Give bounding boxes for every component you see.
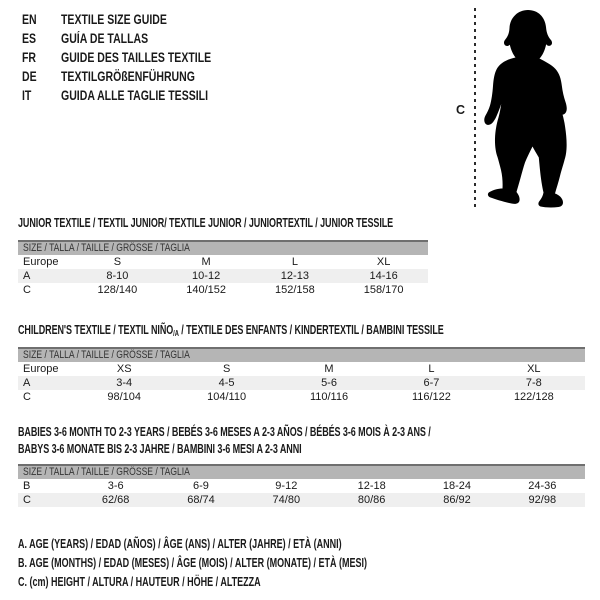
table-cell: 68/74: [187, 494, 215, 506]
table-row: [18, 362, 585, 376]
table-cell: 24-36: [528, 480, 557, 492]
table-row: [18, 255, 428, 269]
table-cell: 12-13: [280, 270, 309, 282]
size-header-bar: SIZE / TALLA / TAILLE / GRÖSSE / TAGLIA: [18, 464, 585, 479]
table-cell: XS: [116, 363, 132, 375]
row-label: A: [23, 377, 31, 389]
lang-title: GUÍA DE TALLAS: [61, 31, 149, 46]
height-measure-label: C: [456, 103, 466, 117]
table-cell: 8-10: [106, 270, 129, 282]
lang-title: GUIDA ALLE TAGLIE TESSILI: [61, 88, 209, 103]
table-cell: 6-9: [193, 480, 209, 492]
nino-a-subscript: /A: [173, 329, 179, 338]
toddler-silhouette-icon: [482, 8, 572, 212]
table-cell: 104/110: [207, 391, 247, 403]
table-row: [18, 493, 585, 507]
table-row: [18, 269, 428, 283]
lang-code: FR: [22, 50, 37, 65]
table-cell: 158/170: [363, 284, 404, 296]
table-cell: M: [324, 363, 334, 375]
table-cell: 9-12: [275, 480, 298, 492]
lang-line-fr: [22, 48, 265, 67]
table-cell: 3-6: [107, 480, 124, 492]
table-cell: 3-4: [116, 377, 133, 389]
row-label: C: [23, 391, 31, 403]
junior-section-title: JUNIOR TEXTILE / TEXTIL JUNIOR/ TEXTILE JUNIOR / JUNIORTEXTIL / JUNIOR TESSILE: [18, 216, 394, 230]
lang-line-en: [22, 10, 265, 29]
table-cell: 10-12: [192, 270, 221, 282]
junior-size-table: [18, 240, 428, 297]
table-cell: 122/128: [513, 391, 554, 403]
table-cell: 7-8: [525, 377, 542, 389]
babies-size-table: [18, 464, 585, 507]
lang-code: DE: [22, 69, 37, 84]
row-label: B: [23, 480, 31, 492]
language-title-list: [22, 10, 265, 105]
height-dotted-line: [474, 8, 476, 210]
row-label: C: [23, 494, 31, 506]
table-cell: 116/122: [411, 391, 451, 403]
table-cell: S: [222, 363, 231, 375]
lang-line-de: [22, 67, 265, 86]
table-cell: XL: [376, 256, 391, 268]
legend-line-a: A. AGE (YEARS) / EDAD (AÑOS) / ÂGE (ANS) / ALTER (JAHRE) / ETÀ (ANNI): [18, 537, 342, 551]
size-header-bar: SIZE / TALLA / TAILLE / GRÖSSE / TAGLIA: [18, 347, 585, 362]
babies-section-title: BABIES 3-6 MONTH TO 2-3 YEARS / BEBÉS 3-6 MESES A 2-3 AÑOS / BÉBÉS 3-6 MOIS À 2-3 ANS / BABYS 3-6 MONATE BIS 2-3 JAHRE / BAMBINI 3-6 MESI A 2-3 ANNI: [18, 425, 431, 456]
measure-legend: [18, 535, 503, 592]
lang-code: IT: [22, 88, 32, 103]
table-cell: 98/104: [107, 391, 142, 403]
lang-title: GUIDE DES TAILLES TEXTILE: [61, 50, 212, 65]
legend-line-b: B. AGE (MONTHS) / EDAD (MESES) / ÂGE (MOIS) / ALTER (MONATE) / ETÀ (MESI): [18, 556, 367, 570]
row-label: Europe: [23, 363, 59, 375]
table-row: [18, 376, 585, 390]
lang-line-it: [22, 86, 265, 105]
table-cell: 14-16: [369, 270, 398, 282]
table-cell: S: [113, 256, 122, 268]
lang-code: EN: [22, 12, 37, 27]
table-row: [18, 479, 585, 493]
childrens-section-title: CHILDREN'S TEXTILE / TEXTIL $NIÑO_{/A}$ / TEXTILE DES ENFANTS / KINDERTEXTIL / BAMBINI TESSILE: [18, 323, 444, 338]
row-label: A: [23, 270, 31, 282]
lang-code: ES: [22, 31, 37, 46]
table-cell: 128/140: [97, 284, 138, 296]
table-cell: 80/86: [357, 494, 386, 506]
lang-line-es: [22, 29, 265, 48]
table-cell: 18-24: [442, 480, 472, 492]
legend-line-c: C. (cm) HEIGHT / ALTURA / HAUTEUR / HÖHE / ALTEZZA: [18, 575, 261, 589]
lang-title: TEXTILE SIZE GUIDE: [61, 12, 167, 27]
table-cell: 6-7: [423, 377, 440, 389]
table-cell: 12-18: [357, 480, 386, 492]
table-cell: M: [201, 256, 211, 268]
table-cell: 92/98: [528, 494, 557, 506]
table-cell: 86/92: [443, 494, 471, 506]
row-label: C: [23, 284, 31, 296]
table-cell: 4-5: [218, 377, 235, 389]
table-cell: 110/116: [309, 391, 349, 403]
table-cell: L: [291, 256, 298, 268]
table-cell: 5-6: [321, 377, 337, 389]
childrens-size-table: [18, 347, 585, 404]
table-row: [18, 283, 428, 297]
table-cell: 152/158: [274, 284, 315, 296]
table-cell: 62/68: [101, 494, 130, 506]
table-cell: 74/80: [272, 494, 301, 506]
row-label: Europe: [23, 256, 59, 268]
table-cell: 140/152: [186, 284, 226, 296]
table-row: [18, 390, 585, 404]
lang-title: TEXTILGRÖßENFÜHRUNG: [61, 69, 195, 84]
table-cell: XL: [527, 363, 541, 375]
size-header-bar: SIZE / TALLA / TAILLE / GRÖSSE / TAGLIA: [18, 240, 428, 255]
table-cell: L: [428, 363, 435, 375]
